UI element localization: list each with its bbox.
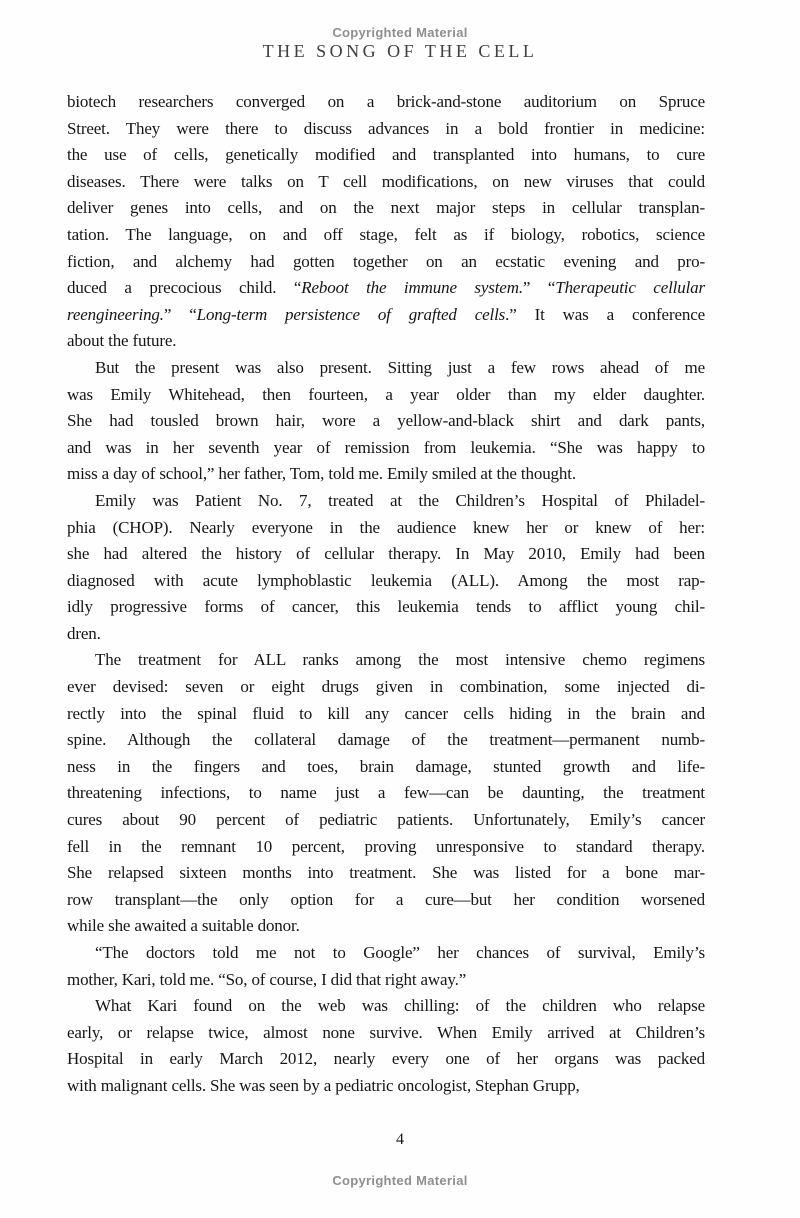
- text-line: [67, 807, 705, 834]
- text-segment: Hospital in early March 2012, nearly every one of her organs was packed: [67, 1049, 705, 1069]
- text-segment: dren.: [67, 623, 101, 643]
- text-segment: She had tousled brown hair, wore a yellow-and-black shirt and dark pants,: [67, 411, 705, 431]
- text-segment: Emily was Patient No. 7, treated at the Children’s Hospital of Philadel-: [95, 490, 705, 510]
- text-line: [67, 222, 705, 249]
- text-segment: with malignant cells. She was seen by a pediatric oncologist, Stephan Grupp,: [67, 1075, 580, 1095]
- text-segment: ” “: [163, 304, 197, 324]
- text-segment: the use of cells, genetically modified and transplanted into humans, to cure: [67, 145, 705, 165]
- text-segment: fell in the remnant 10 percent, proving unresponsive to standard therapy.: [67, 836, 705, 856]
- text-line: [67, 727, 705, 754]
- text-segment: ” “: [522, 278, 556, 298]
- text-segment: duced a precocious child. “: [67, 278, 302, 298]
- text-segment: was Emily Whitehead, then fourteen, a year older than my elder daughter.: [67, 384, 705, 404]
- text-segment: But the present was also present. Sitting just a few rows ahead of me: [95, 357, 705, 377]
- text-segment: diseases. There were talks on T cell modifications, on new viruses that could: [67, 171, 705, 191]
- text-line: [67, 302, 705, 329]
- text-line: [67, 1020, 705, 1047]
- italic-text-segment: Reboot the immune system.: [301, 278, 523, 298]
- text-segment: and was in her seventh year of remission from leukemia. “She was happy to: [67, 437, 705, 457]
- italic-text-segment: reengineering.: [67, 304, 164, 324]
- text-segment: idly progressive forms of cancer, this leukemia tends to afflict young chil-: [67, 597, 705, 617]
- text-segment: early, or relapse twice, almost none survive. When Emily arrived at Children’s: [67, 1022, 705, 1042]
- text-line: [67, 408, 705, 435]
- text-line: [67, 382, 705, 409]
- text-line: [67, 967, 705, 994]
- paragraph: [67, 647, 705, 940]
- text-segment: cures about 90 percent of pediatric patients. Unfortunately, Emily’s cancer: [67, 810, 705, 830]
- italic-text-segment: Long-term persistence of grafted cells: [196, 304, 506, 324]
- text-line: [67, 701, 705, 728]
- text-segment: row transplant—the only option for a cure—but her condition worsened: [67, 889, 705, 909]
- text-line: [67, 1046, 705, 1073]
- text-line: [67, 116, 705, 143]
- text-segment: She relapsed sixteen months into treatment. She was listed for a bone mar-: [67, 863, 705, 883]
- text-line: [67, 461, 705, 488]
- text-segment: Street. They were there to discuss advances in a bold frontier in medicine:: [67, 118, 705, 138]
- text-line: [67, 647, 705, 674]
- body-text: [67, 89, 705, 1100]
- text-segment: deliver genes into cells, and on the next major steps in cellular transplan-: [67, 198, 705, 218]
- paragraph: [67, 89, 705, 355]
- page-number: 4: [396, 1131, 404, 1148]
- italic-text-segment: Therapeutic cellular: [555, 278, 705, 298]
- text-line: [67, 993, 705, 1020]
- text-segment: The treatment for ALL ranks among the most intensive chemo regimens: [95, 650, 705, 670]
- text-segment: What Kari found on the web was chilling: of the children who relapse: [95, 996, 705, 1016]
- text-segment: rectly into the spinal fluid to kill any cancer cells hiding in the brain and: [67, 703, 705, 723]
- text-segment: she had altered the history of cellular therapy. In May 2010, Emily had been: [67, 544, 705, 564]
- text-segment: threatening infections, to name just a few—can be daunting, the treatment: [67, 783, 705, 803]
- text-line: [67, 515, 705, 542]
- text-segment: fiction, and alchemy had gotten together on an ecstatic evening and pro-: [67, 251, 705, 271]
- text-line: [67, 435, 705, 462]
- text-line: [67, 541, 705, 568]
- running-head-title: THE SONG OF THE CELL: [262, 41, 538, 61]
- text-line: [67, 834, 705, 861]
- text-line: [67, 89, 705, 116]
- text-line: [67, 169, 705, 196]
- text-segment: mother, Kari, told me. “So, of course, I did that right away.”: [67, 969, 467, 989]
- text-line: [67, 860, 705, 887]
- text-line: [67, 887, 705, 914]
- text-segment: biotech researchers converged on a brick-and-stone auditorium on Spruce: [67, 92, 705, 111]
- top-copyright-notice: Copyrighted Material: [332, 25, 468, 40]
- text-line: [67, 754, 705, 781]
- text-line: [67, 142, 705, 169]
- text-segment: phia (CHOP). Nearly everyone in the audience knew her or knew of her:: [67, 517, 705, 537]
- paragraph: [67, 355, 705, 488]
- text-segment: about the future.: [67, 331, 177, 351]
- text-segment: while she awaited a suitable donor.: [67, 916, 300, 936]
- text-line: [67, 780, 705, 807]
- text-line: [67, 913, 705, 940]
- text-segment: diagnosed with acute lymphoblastic leukemia (ALL). Among the most rap-: [67, 570, 705, 590]
- text-segment: miss a day of school,” her father, Tom, told me. Emily smiled at the thought.: [67, 464, 576, 484]
- text-line: [67, 568, 705, 595]
- text-line: [67, 275, 705, 302]
- text-line: [67, 1073, 705, 1100]
- text-segment: ness in the fingers and toes, brain damage, stunted growth and life-: [67, 756, 705, 776]
- text-line: [67, 195, 705, 222]
- bottom-copyright-notice: Copyrighted Material: [332, 1173, 468, 1188]
- text-line: [67, 594, 705, 621]
- text-line: [67, 249, 705, 276]
- paragraph: [67, 488, 705, 648]
- text-line: [67, 328, 705, 355]
- text-segment: “The doctors told me not to Google” her chances of survival, Emily’s: [95, 943, 705, 962]
- text-line: [67, 621, 705, 648]
- text-line: [67, 940, 705, 967]
- text-segment: ever devised: seven or eight drugs given in combination, some injected di-: [67, 677, 705, 697]
- text-segment: spine. Although the collateral damage of the treatment—permanent numb-: [67, 730, 705, 750]
- paragraph: [67, 940, 705, 993]
- text-line: [67, 674, 705, 701]
- text-line: [67, 355, 705, 382]
- text-segment: tation. The language, on and off stage, felt as if biology, robotics, science: [67, 224, 705, 244]
- paragraph: [67, 993, 705, 1099]
- text-segment: .” It was a conference: [505, 304, 705, 324]
- text-line: [67, 488, 705, 515]
